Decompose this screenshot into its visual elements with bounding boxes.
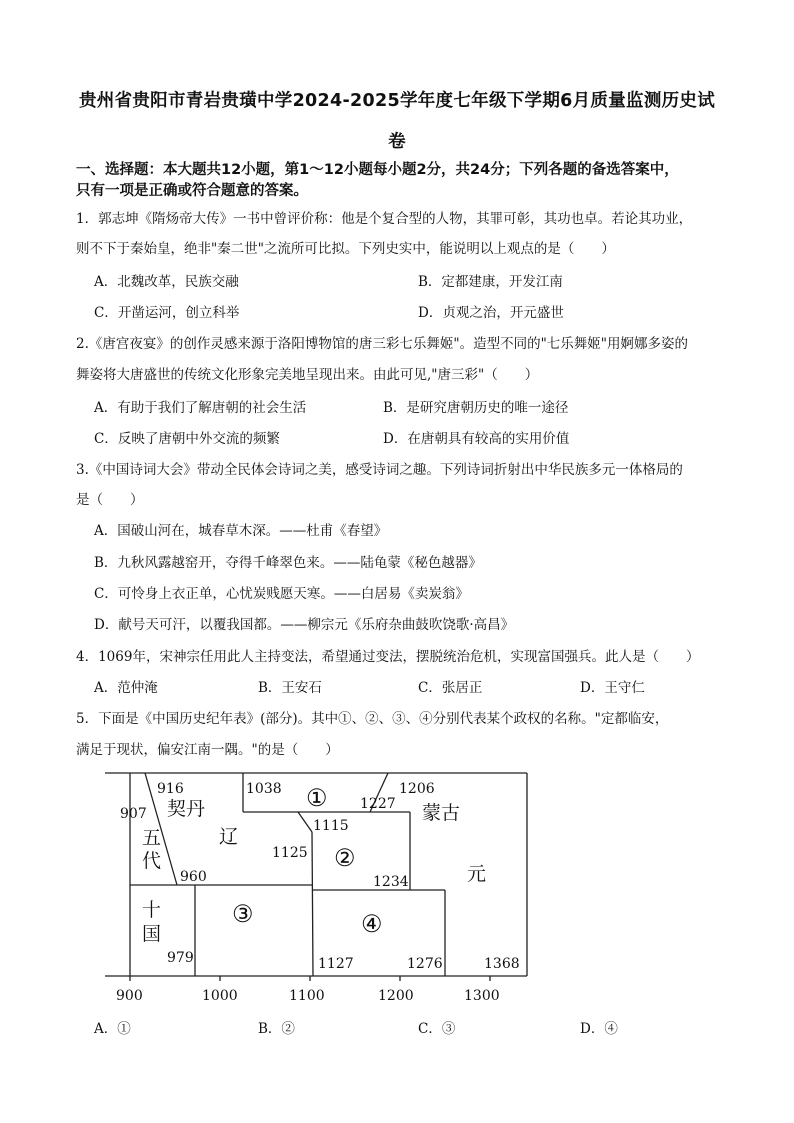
- label-wudai-2: 代: [142, 850, 162, 872]
- q5-stem-line2: 满足于现状，偏安江南一隅。"的是（ ）: [76, 742, 339, 758]
- label-region-4: ④: [361, 910, 383, 938]
- q3-option-b[interactable]: B．九秋风露越窑开，夺得千峰翠色来。——陆龟蒙《秘色越器》: [94, 555, 482, 571]
- label-qidan: 契丹: [167, 798, 206, 820]
- q2-stem-line1: 2.《唐宫夜宴》的创作灵感来源于洛阳博物馆的唐三彩七乐舞姬"。造型不同的"七乐舞姬"用婀娜多姿的: [76, 336, 689, 352]
- label-shiguo-2: 国: [142, 923, 162, 945]
- q3-option-d[interactable]: D．献号天可汗，以覆我国都。——柳宗元《乐府杂曲鼓吹饶歌·高昌》: [94, 617, 515, 633]
- year-1115: 1115: [313, 818, 349, 834]
- year-907: 907: [120, 806, 147, 822]
- year-960: 960: [180, 869, 207, 885]
- q1-stem-line1: 1．郭志坤《隋炀帝大传》一书中曾评价称：他是个复合型的人物，其罪可彰，其功也卓。若论其功业，: [76, 211, 693, 227]
- axis-label-1300: 1300: [464, 988, 500, 1004]
- q3-option-c[interactable]: C．可怜身上衣正单，心忧炭贱愿天寒。——白居易《卖炭翁》: [94, 586, 469, 602]
- year-1127: 1127: [318, 956, 354, 972]
- section-heading-line2: 只有一项是正确或符合题意的答案。: [76, 183, 308, 199]
- q2-option-d[interactable]: D．在唐朝具有较高的实用价值: [383, 431, 570, 447]
- label-yuan: 元: [467, 863, 487, 885]
- q1-stem-line2: 则不下于秦始皇，绝非"秦二世"之流所可比拟。下列史实中，能说明以上观点的是（ ）: [76, 241, 615, 257]
- label-region-3: ③: [232, 900, 254, 928]
- label-region-2: ②: [334, 844, 356, 872]
- q3-stem-line1: 3.《中国诗词大会》带动全民体会诗词之美，感受诗词之趣。下列诗词折射出中华民族多元一体格局的: [76, 462, 683, 478]
- axis-label-1200: 1200: [378, 988, 414, 1004]
- year-1276: 1276: [407, 956, 443, 972]
- label-wudai-1: 五: [142, 827, 162, 849]
- q4-option-a[interactable]: A．范仲淹: [94, 680, 158, 696]
- year-1206: 1206: [399, 781, 435, 797]
- year-1234: 1234: [373, 874, 409, 890]
- label-shiguo-1: 十: [142, 899, 162, 921]
- axis-label-1100: 1100: [289, 988, 325, 1004]
- q4-option-b[interactable]: B．王安石: [258, 680, 322, 696]
- axis-label-1000: 1000: [202, 988, 238, 1004]
- q2-option-b[interactable]: B．是研究唐朝历史的唯一途径: [383, 400, 569, 416]
- year-916: 916: [157, 781, 184, 797]
- q3-stem-line2: 是（ ）: [76, 492, 144, 508]
- year-1368: 1368: [484, 956, 520, 972]
- section-heading-line1: 一、选择题：本大题共12小题，第1～12小题每小题2分，共24分；下列各题的备选答案中，: [76, 162, 679, 178]
- q5-option-b[interactable]: B．②: [258, 1021, 295, 1037]
- doc-title-line1: 贵州省贵阳市青岩贵璜中学2024-2025学年度七年级下学期6月质量监测历史试: [78, 91, 716, 111]
- q4-option-c[interactable]: C．张居正: [418, 680, 483, 696]
- q5-option-a[interactable]: A．①: [94, 1021, 131, 1037]
- q4-stem-line1: 4．1069年，宋神宗任用此人主持变法，希望通过变法，摆脱统治危机，实现富国强兵。此人是（ ）: [76, 649, 700, 665]
- q5-option-c[interactable]: C．③: [418, 1021, 456, 1037]
- label-region-1: ①: [306, 784, 328, 812]
- label-menggu: 蒙古: [422, 802, 461, 824]
- q1-option-a[interactable]: A．北魏改革，民族交融: [94, 274, 239, 290]
- q4-option-d[interactable]: D．王守仁: [580, 680, 645, 696]
- year-1227: 1227: [360, 796, 396, 812]
- q2-option-c[interactable]: C．反映了唐朝中外交流的频繁: [94, 431, 280, 447]
- axis-label-900: 900: [116, 988, 143, 1004]
- year-979: 979: [167, 950, 194, 966]
- label-liao: 辽: [219, 826, 239, 848]
- q5-option-d[interactable]: D．④: [580, 1021, 618, 1037]
- year-1125: 1125: [272, 845, 308, 861]
- q1-option-c[interactable]: C．开凿运河，创立科举: [94, 305, 240, 321]
- q1-option-d[interactable]: D．贞观之治，开元盛世: [418, 305, 564, 321]
- q2-option-a[interactable]: A．有助于我们了解唐朝的社会生活: [94, 400, 307, 416]
- q2-stem-line2: 舞姿将大唐盛世的传统文化形象完美地呈现出来。由此可见,"唐三彩"（ ）: [76, 367, 539, 383]
- doc-title-line2: 卷: [388, 132, 406, 152]
- year-1038: 1038: [246, 781, 282, 797]
- q1-option-b[interactable]: B．定都建康，开发江南: [418, 274, 563, 290]
- chronology-chart: [100, 765, 540, 1010]
- q3-option-a[interactable]: A．国破山河在，城春草木深。——杜甫《春望》: [94, 523, 388, 539]
- q5-stem-line1: 5．下面是《中国历史纪年表》(部分)。其中①、②、③、④分别代表某个政权的名称。"定都临安，: [76, 711, 669, 727]
